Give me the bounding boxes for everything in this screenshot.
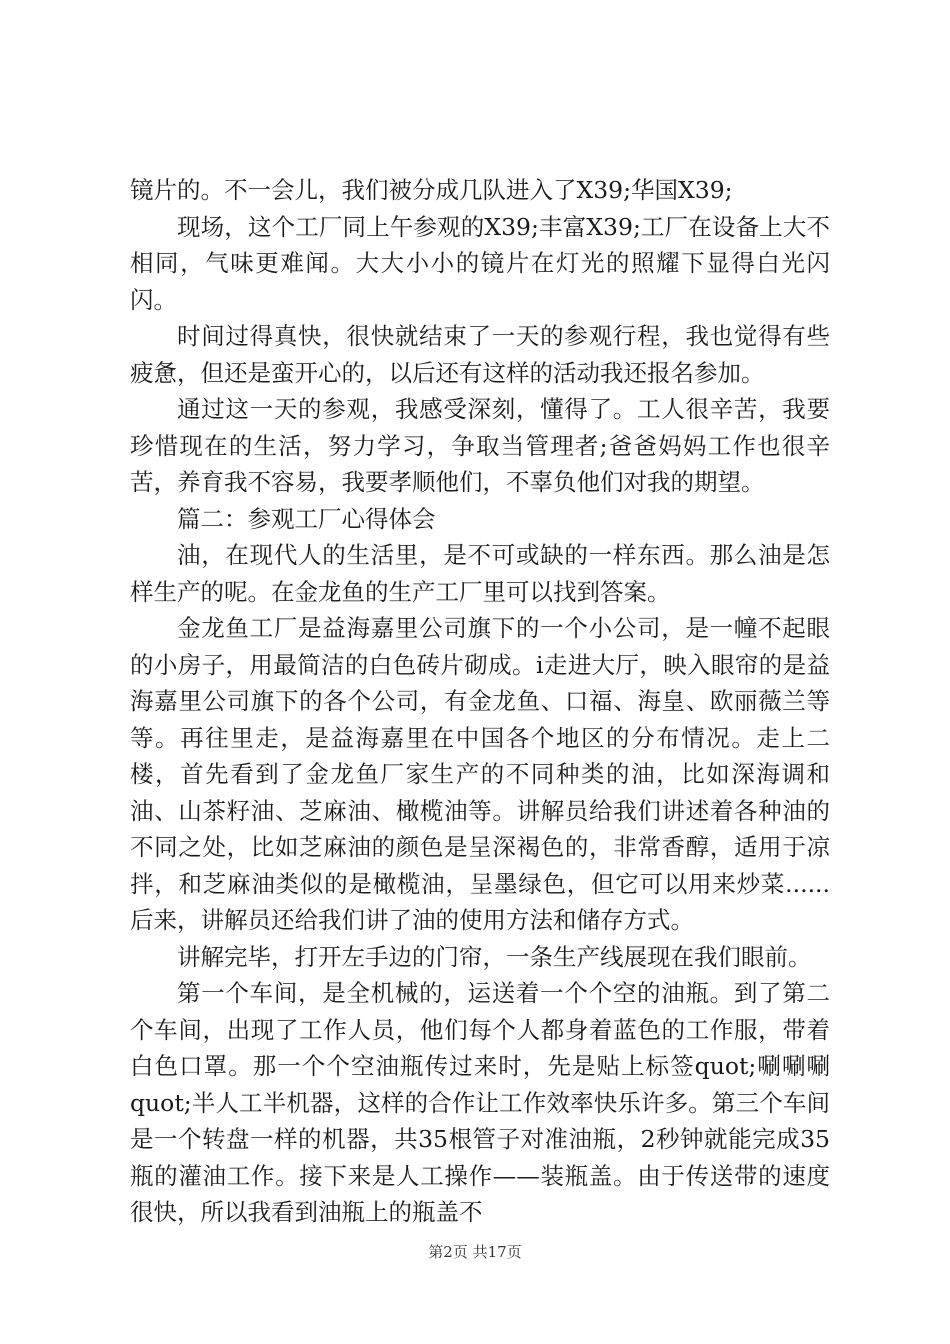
paragraph-7: 讲解完毕，打开左手边的门帘，一条生产线展现在我们眼前。 bbox=[177, 942, 812, 971]
page-footer bbox=[0, 1241, 950, 1262]
page-number-label: 第2页 共17页 bbox=[428, 1243, 522, 1261]
section-heading: 篇二：参观工厂心得体会 bbox=[177, 504, 436, 533]
paragraph-6: 金龙鱼工厂是益海嘉里公司旗下的一个小公司，是一幢不起眼的小房子，用最简洁的白色砖片砌成。i走进大厅，映入眼帘的是益海嘉里公司旗下的各个公司，有金龙鱼、口福、海皇、欧丽薇兰等等。再往里走，是益海嘉里在中国各个地区的分布情况。走上二楼，首先看到了金龙鱼厂家生产的不同种类的油，比如深海调和油、山茶籽油、芝麻油、橄榄油等。讲解员给我们讲述着各种油的不同之处，比如芝麻油的颜色是呈深褐色的，非常香醇，适用于凉拌，和芝麻油类似的是橄榄油，呈墨绿色，但它可以用来炒菜......后来，讲解员还给我们讲了油的使用方法和储存方式。 bbox=[130, 614, 830, 934]
paragraph-5: 油，在现代人的生活里，是不可或缺的一样东西。那么油是怎样生产的呢。在金龙鱼的生产工厂里可以找到答案。 bbox=[130, 541, 830, 606]
paragraph-1: 镜片的。不一会儿，我们被分成几队进入了X39;华国X39; bbox=[130, 176, 733, 204]
document-body bbox=[130, 172, 830, 1231]
paragraph-3: 时间过得真快，很快就结束了一天的参观行程，我也觉得有些疲惫，但还是蛮开心的，以后还有这样的活动我还报名参加。 bbox=[130, 322, 830, 387]
paragraph-4: 通过这一天的参观，我感受深刻，懂得了。工人很辛苦，我要珍惜现在的生活，努力学习，争取当管理者;爸爸妈妈工作也很辛苦，养育我不容易，我要孝顺他们，不辜负他们对我的期望。 bbox=[130, 395, 830, 496]
paragraph-8: 第一个车间，是全机械的，运送着一个个空的油瓶。到了第二个车间，出现了工作人员，他们每个人都身着蓝色的工作服，带着白色口罩。那一个个空油瓶传过来时，先是贴上标签quot;唰唰唰quot;半人工半机器，这样的合作让工作效率快乐许多。第三个车间是一个转盘一样的机器，共35根管子对准油瓶，2秒钟就能完成35瓶的灌油工作。接下来是人工操作——装瓶盖。由于传送带的速度很快，所以我看到油瓶上的瓶盖不 bbox=[130, 979, 830, 1226]
paragraph-2: 现场，这个工厂同上午参观的X39;丰富X39;工厂在设备上大不相同，气味更难闻。大大小小的镜片在灯光的照耀下显得白光闪闪。 bbox=[130, 212, 830, 314]
